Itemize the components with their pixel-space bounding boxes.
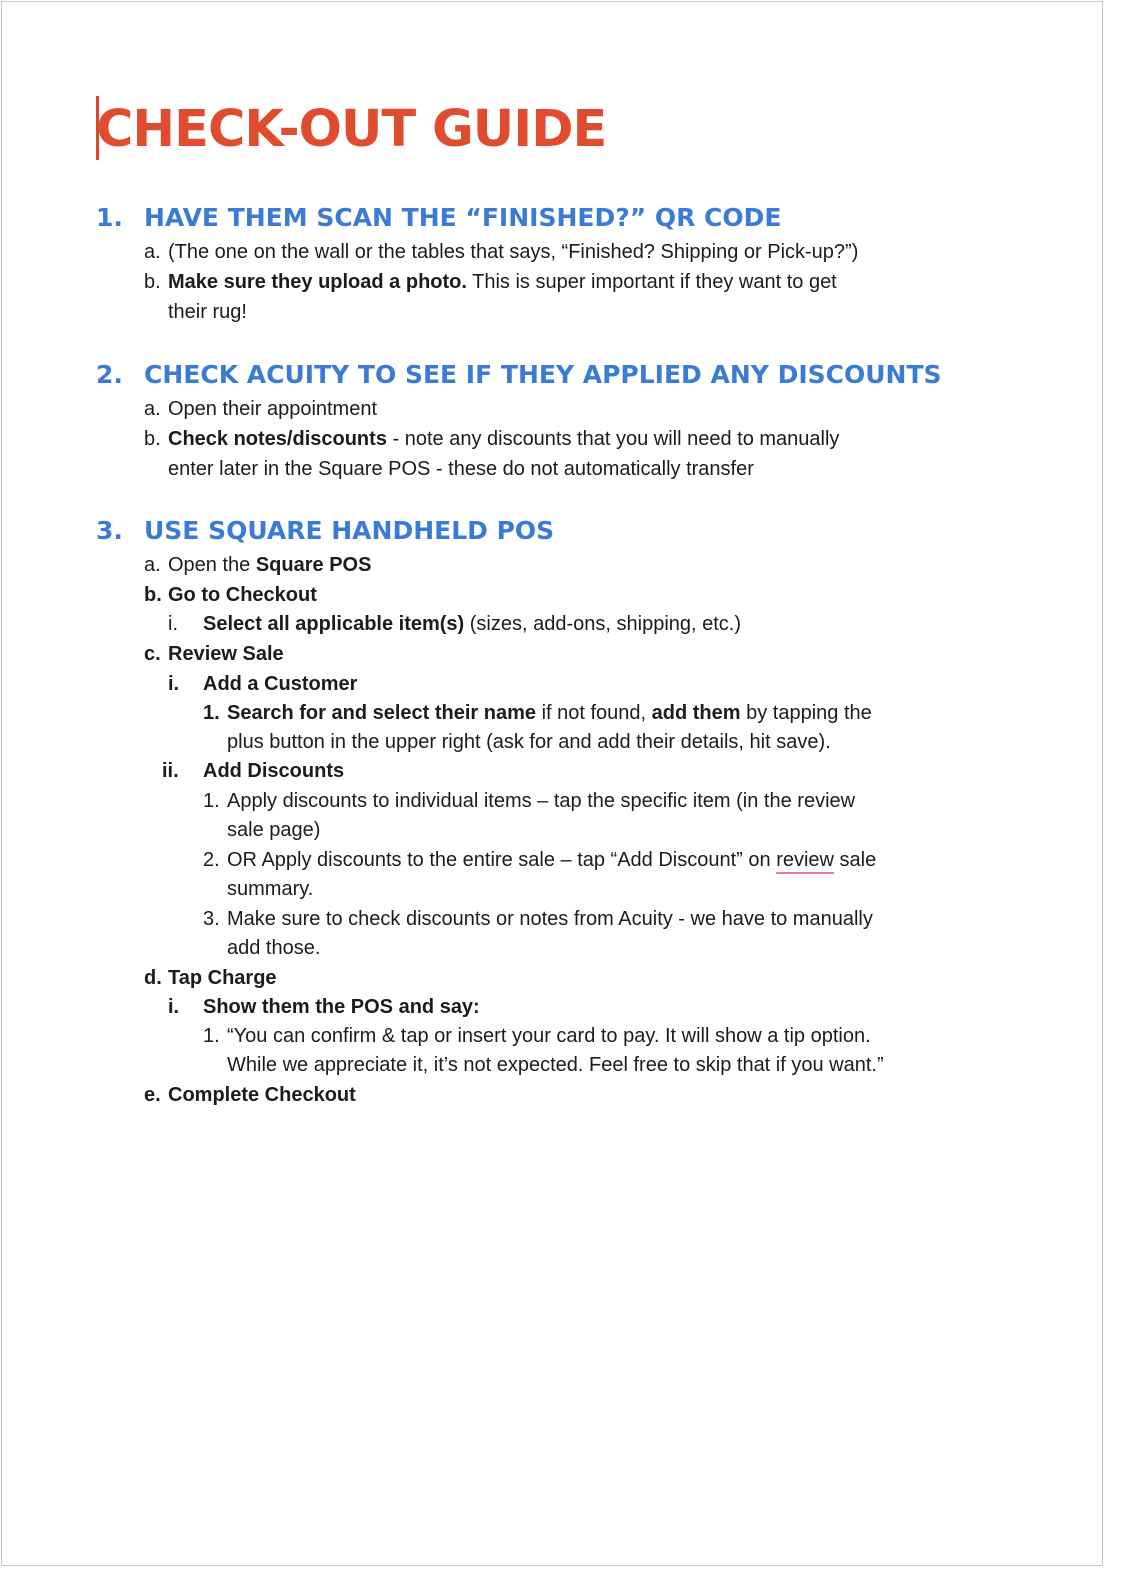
list-text: Apply discounts to individual items – tap the specific item (in the review — [227, 790, 856, 812]
list-item — [144, 1080, 356, 1110]
page-title: CHECK-OUT GUIDE — [96, 100, 607, 159]
list-bold-text: Select all applicable item(s) — [203, 613, 465, 635]
list-label: Show them the POS and say: — [203, 996, 480, 1018]
list-label: Add Discounts — [203, 760, 345, 782]
list-marker: 3. — [203, 908, 220, 930]
list-item — [144, 237, 858, 267]
list-item — [168, 992, 480, 1022]
list-label: Tap Charge — [168, 967, 277, 989]
list-marker: a. — [144, 398, 161, 420]
list-item — [144, 267, 837, 297]
list-marker: 1. — [203, 702, 220, 724]
list-marker: i. — [168, 996, 180, 1018]
section-number: 3. — [96, 516, 123, 545]
list-text: Make sure to check discounts or notes from Acuity - we have to manually — [227, 908, 873, 930]
section-number: 2. — [96, 360, 123, 389]
list-marker: ii. — [162, 760, 179, 782]
section-heading-2 — [96, 358, 942, 392]
list-label: Go to Checkout — [168, 584, 317, 606]
list-marker: e. — [144, 1084, 161, 1106]
list-marker: 1. — [203, 1025, 220, 1047]
list-marker: i. — [168, 613, 178, 635]
section-number: 1. — [96, 203, 123, 232]
list-bold-text: Search for and select their name — [227, 702, 537, 724]
list-item — [144, 424, 839, 454]
list-label: Add a Customer — [203, 673, 358, 695]
section-heading-3 — [96, 514, 554, 548]
list-item — [144, 639, 284, 669]
list-item — [203, 698, 872, 728]
list-item-continuation: summary. — [227, 878, 314, 900]
list-item — [168, 669, 357, 699]
list-item-continuation: While we appreciate it, it’s not expected. Feel free to skip that if you want.” — [227, 1054, 884, 1076]
list-bold-text: add them — [651, 702, 741, 724]
list-marker: i. — [168, 673, 180, 695]
list-bold-text: Make sure they upload a photo. — [168, 271, 467, 293]
list-text: Open their appointment — [168, 398, 378, 420]
list-marker: b. — [144, 271, 161, 293]
list-item — [144, 580, 317, 610]
list-item — [144, 963, 277, 993]
list-text: (sizes, add-ons, shipping, etc.) — [464, 613, 742, 635]
list-item — [144, 394, 377, 424]
list-item — [162, 756, 344, 786]
list-item — [203, 786, 855, 816]
list-item — [144, 550, 371, 580]
list-item — [203, 904, 873, 934]
list-text: if not found, — [536, 702, 652, 724]
list-text: (The one on the wall or the tables that says, “Finished? Shipping or Pick-up?”) — [168, 241, 859, 263]
list-text: OR Apply discounts to the entire sale – tap “Add Discount” on — [227, 849, 777, 871]
list-item-continuation: enter later in the Square POS - these do not automatically transfer — [168, 458, 754, 480]
list-marker: 2. — [203, 849, 220, 871]
list-item — [168, 609, 741, 639]
list-marker: b. — [144, 584, 162, 606]
list-item-continuation: add those. — [227, 937, 321, 959]
list-label: Complete Checkout — [168, 1084, 356, 1106]
list-item-continuation: sale page) — [227, 819, 321, 841]
list-marker: c. — [144, 643, 161, 665]
list-item-continuation: their rug! — [168, 301, 247, 323]
list-bold-text: Square POS — [255, 554, 372, 576]
list-marker: a. — [144, 241, 161, 263]
section-title: CHECK ACUITY TO SEE IF THEY APPLIED ANY DISCOUNTS — [144, 360, 942, 389]
list-item — [203, 1021, 871, 1051]
section-title: USE SQUARE HANDHELD POS — [144, 516, 555, 545]
list-text: by tapping the — [740, 702, 872, 724]
list-label: Review Sale — [168, 643, 284, 665]
list-text: sale — [834, 849, 877, 871]
list-bold-text: Check notes/discounts — [168, 428, 387, 450]
section-heading-1 — [96, 201, 782, 235]
list-item — [203, 845, 876, 875]
list-text: “You can confirm & tap or insert your card to pay. It will show a tip option. — [227, 1025, 871, 1047]
section-title: HAVE THEM SCAN THE “FINISHED?” QR CODE — [144, 203, 782, 232]
list-marker: b. — [144, 428, 161, 450]
list-text: Open the — [168, 554, 256, 576]
list-item-continuation: plus button in the upper right (ask for and add their details, hit save). — [227, 731, 831, 753]
list-text: - note any discounts that you will need to manually — [386, 428, 840, 450]
list-marker: 1. — [203, 790, 220, 812]
spellcheck-flagged-word[interactable]: review — [776, 849, 834, 871]
list-marker: a. — [144, 554, 161, 576]
list-text: This is super important if they want to get — [466, 271, 837, 293]
list-marker: d. — [144, 967, 162, 989]
